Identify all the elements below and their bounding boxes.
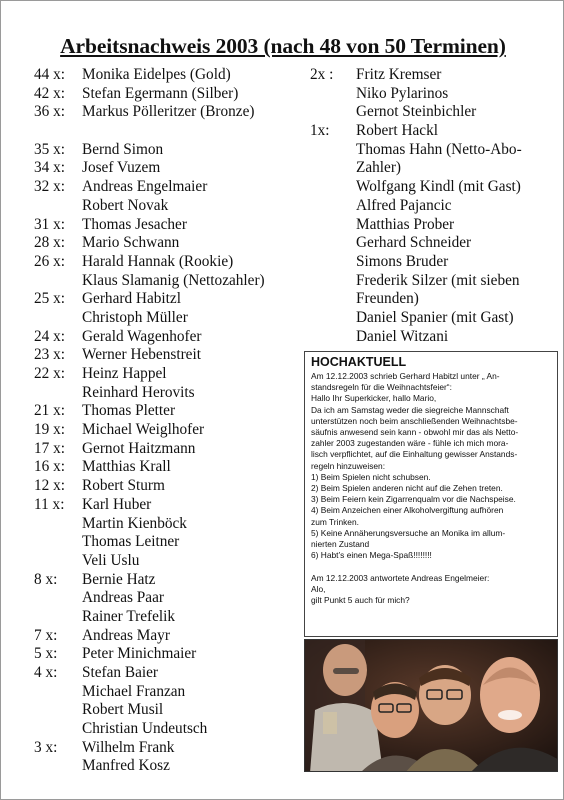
player-name: Andreas Engelmaier [82, 178, 208, 196]
player-name: Fritz Kremser [356, 66, 442, 83]
player-name: Bernie Hatz [82, 570, 156, 588]
hochaktuell-line: unterstützen noch beim anschließenden Weihnachtsbe- [311, 415, 518, 426]
hochaktuell-text [311, 371, 552, 606]
player-name: Wilhelm Frank [82, 738, 175, 756]
list-row [34, 197, 304, 216]
list-row [34, 216, 304, 235]
attendance-count: 7 x: [34, 626, 58, 644]
attendance-list-right [310, 66, 560, 346]
attendance-count: 12 x: [34, 477, 66, 495]
hochaktuell-line: Da ich am Samstag weder die siegreiche Mannschaft [311, 404, 509, 415]
hochaktuell-line: 4) Beim Anzeichen einer Alkoholvergiftung aufhören [311, 505, 504, 516]
player-name: Markus Pölleritzer (Bronze) [82, 103, 255, 121]
player-name: Robert Novak [82, 196, 169, 214]
attendance-count: 36 x: [34, 103, 66, 121]
attendance-count: 16 x: [34, 458, 66, 476]
player-name: Daniel Spanier (mit Gast) [356, 308, 514, 326]
list-row [310, 272, 560, 291]
attendance-count: 1x: [310, 122, 330, 140]
hochaktuell-line: Alo, [311, 583, 326, 594]
attendance-count: 44 x: [34, 66, 66, 83]
list-row [34, 496, 304, 515]
player-name: Thomas Hahn (Netto-Abo- [356, 140, 522, 158]
player-name: Gernot Steinbichler [356, 103, 477, 121]
list-row [34, 272, 304, 291]
page-title: Arbeitsnachweis 2003 (nach 48 von 50 Terminen) [60, 34, 506, 58]
list-row [34, 365, 304, 384]
attendance-count: 22 x: [34, 365, 66, 382]
list-row [310, 159, 560, 178]
list-row [310, 141, 560, 160]
player-name: Heinz Happel [82, 365, 167, 382]
hochaktuell-line [311, 561, 552, 572]
list-row [34, 533, 304, 552]
player-name: Gernot Haitzmann [82, 439, 196, 457]
player-name: Robert Musil [82, 701, 164, 719]
list-row [34, 421, 304, 440]
player-name: Wolfgang Kindl (mit Gast) [356, 178, 521, 196]
hochaktuell-line: 1) Beim Spielen nicht schubsen. [311, 471, 431, 482]
attendance-count: 21 x: [34, 402, 66, 420]
hochaktuell-line: 6) Habt’s einen Mega-Spaß!!!!!!!! [311, 550, 432, 561]
list-row [34, 571, 304, 590]
list-row [310, 197, 560, 216]
hochaktuell-line: lisch verpflichtet, auf die Einhaltung gewisser Anstands- [311, 449, 518, 460]
player-name: Harald Hannak (Rookie) [82, 252, 234, 270]
list-row [34, 458, 304, 477]
player-name: Thomas Jesacher [82, 215, 187, 233]
player-name: Mario Schwann [82, 234, 180, 252]
player-name: Karl Huber [82, 495, 152, 513]
player-name: Reinhard Herovits [82, 383, 195, 401]
attendance-count: 4 x: [34, 664, 58, 681]
attendance-count: 25 x: [34, 290, 66, 308]
player-name: Klaus Slamanig (Nettozahler) [82, 271, 265, 289]
list-row [34, 720, 304, 739]
player-name: Werner Hebenstreit [82, 346, 201, 364]
hochaktuell-line: zahler 2003 zugestanden wäre - fühle ich mich mora- [311, 438, 509, 449]
list-row [34, 477, 304, 496]
player-name: Christian Undeutsch [82, 720, 208, 738]
hochaktuell-line: 2) Beim Spielen anderen nicht auf die Zehen treten. [311, 483, 503, 494]
player-name: Martin Kienböck [82, 514, 187, 532]
list-row [34, 608, 304, 627]
list-row [34, 739, 304, 758]
list-row [310, 309, 560, 328]
list-row [34, 664, 304, 683]
list-row [34, 178, 304, 197]
player-name: Gerhard Habitzl [82, 290, 181, 308]
player-name: Josef Vuzem [82, 159, 161, 177]
player-name: Freunden) [356, 290, 419, 308]
player-name: Gerhard Schneider [356, 234, 472, 252]
player-name: Thomas Leitner [82, 533, 180, 551]
hochaktuell-line: 5) Keine Annäherungsversuche an Monika im allum- [311, 527, 506, 538]
player-name: Matthias Prober [356, 215, 455, 233]
player-name: Veli Uslu [82, 551, 140, 569]
list-row [310, 234, 560, 253]
player-name: Niko Pylarinos [356, 84, 449, 102]
attendance-count: 17 x: [34, 439, 66, 457]
hochaktuell-line: regeln hinzuweisen: [311, 460, 386, 471]
player-name: Michael Franzan [82, 682, 186, 700]
list-row [34, 346, 304, 365]
player-name: Stefan Baier [82, 664, 159, 681]
attendance-count: 24 x: [34, 327, 66, 345]
attendance-count: 31 x: [34, 215, 66, 233]
list-row [34, 701, 304, 720]
player-name: Bernd Simon [82, 140, 164, 158]
attendance-count: 5 x: [34, 645, 58, 663]
player-name: Zahler) [356, 159, 402, 177]
hochaktuell-line: Am 12.12.2003 antwortete Andreas Engelmeier: [311, 572, 490, 583]
list-row [34, 290, 304, 309]
player-name: Stefan Egermann (Silber) [82, 84, 239, 102]
list-row [310, 216, 560, 235]
hochaktuell-line: zum Trinken. [311, 516, 359, 527]
player-name: Alfred Pajancic [356, 196, 452, 214]
player-name: Michael Weiglhofer [82, 421, 205, 439]
attendance-count: 32 x: [34, 178, 66, 196]
list-row [34, 552, 304, 571]
list-row [34, 66, 304, 85]
list-row [34, 683, 304, 702]
attendance-count: 26 x: [34, 252, 66, 270]
player-name: Frederik Silzer (mit sieben [356, 271, 520, 289]
player-name: Andreas Mayr [82, 626, 170, 644]
list-row [310, 85, 560, 104]
attendance-count: 3 x: [34, 738, 58, 756]
attendance-count: 8 x: [34, 570, 58, 588]
hochaktuell-line: 3) Beim Feiern kein Zigarrenqualm vor die Nachspeise. [311, 494, 516, 505]
group-photo [304, 639, 558, 772]
player-name: Robert Hackl [356, 122, 438, 140]
list-row [310, 178, 560, 197]
list-row [310, 328, 560, 347]
list-row [310, 103, 560, 122]
hochaktuell-line: gilt Punkt 5 auch für mich? [311, 595, 410, 606]
hochaktuell-line: Am 12.12.2003 schrieb Gerhard Habitzl unter „ An- [311, 371, 500, 381]
player-name: Matthias Krall [82, 458, 171, 476]
player-name: Daniel Witzani [356, 327, 449, 345]
hochaktuell-line: Hallo Ihr Superkicker, hallo Mario, [311, 393, 437, 404]
list-row [34, 141, 304, 160]
list-row [34, 234, 304, 253]
hochaktuell-line: standsregeln für die Weihnachtsfeier“: [311, 382, 452, 393]
attendance-list-left [34, 66, 304, 776]
player-name: Peter Minichmaier [82, 645, 197, 663]
hochaktuell-title: HOCHAKTUELL [311, 355, 407, 369]
player-name: Rainer Trefelik [82, 607, 176, 625]
attendance-count: 11 x: [34, 495, 65, 513]
attendance-count: 2x : [310, 66, 334, 83]
player-name: Andreas Paar [82, 589, 164, 607]
player-name: Simons Bruder [356, 252, 449, 270]
player-name: Monika Eidelpes (Gold) [82, 66, 231, 83]
attendance-count: 23 x: [34, 346, 66, 364]
list-row [34, 103, 304, 122]
player-name: Manfred Kosz [82, 757, 170, 775]
list-row [34, 309, 304, 328]
list-row [34, 253, 304, 272]
attendance-count: 35 x: [34, 140, 66, 158]
group-photo-image [305, 640, 558, 772]
attendance-count: 19 x: [34, 421, 66, 439]
hochaktuell-line: säufnis anwesend sein kann - obwohl mir das als Netto- [311, 427, 519, 438]
list-row [34, 757, 304, 776]
player-name: Christoph Müller [82, 308, 188, 326]
list-row [34, 589, 304, 608]
attendance-count: 34 x: [34, 159, 66, 177]
list-row [34, 122, 304, 141]
list-row [310, 66, 560, 85]
attendance-count: 28 x: [34, 234, 66, 252]
player-name: Thomas Pletter [82, 402, 176, 420]
list-row [34, 384, 304, 403]
player-name: Robert Sturm [82, 477, 165, 495]
list-row [34, 440, 304, 459]
list-row [310, 253, 560, 272]
attendance-count: 42 x: [34, 84, 66, 102]
list-row [34, 85, 304, 104]
list-row [310, 290, 560, 309]
list-row [34, 159, 304, 178]
player-name: Gerald Wagenhofer [82, 327, 202, 345]
list-row [34, 515, 304, 534]
list-row [34, 627, 304, 646]
list-row [34, 645, 304, 664]
hochaktuell-box [304, 351, 558, 637]
list-row [34, 328, 304, 347]
list-row [34, 402, 304, 421]
list-row [310, 122, 560, 141]
hochaktuell-line: nierten Zustand [311, 539, 370, 550]
